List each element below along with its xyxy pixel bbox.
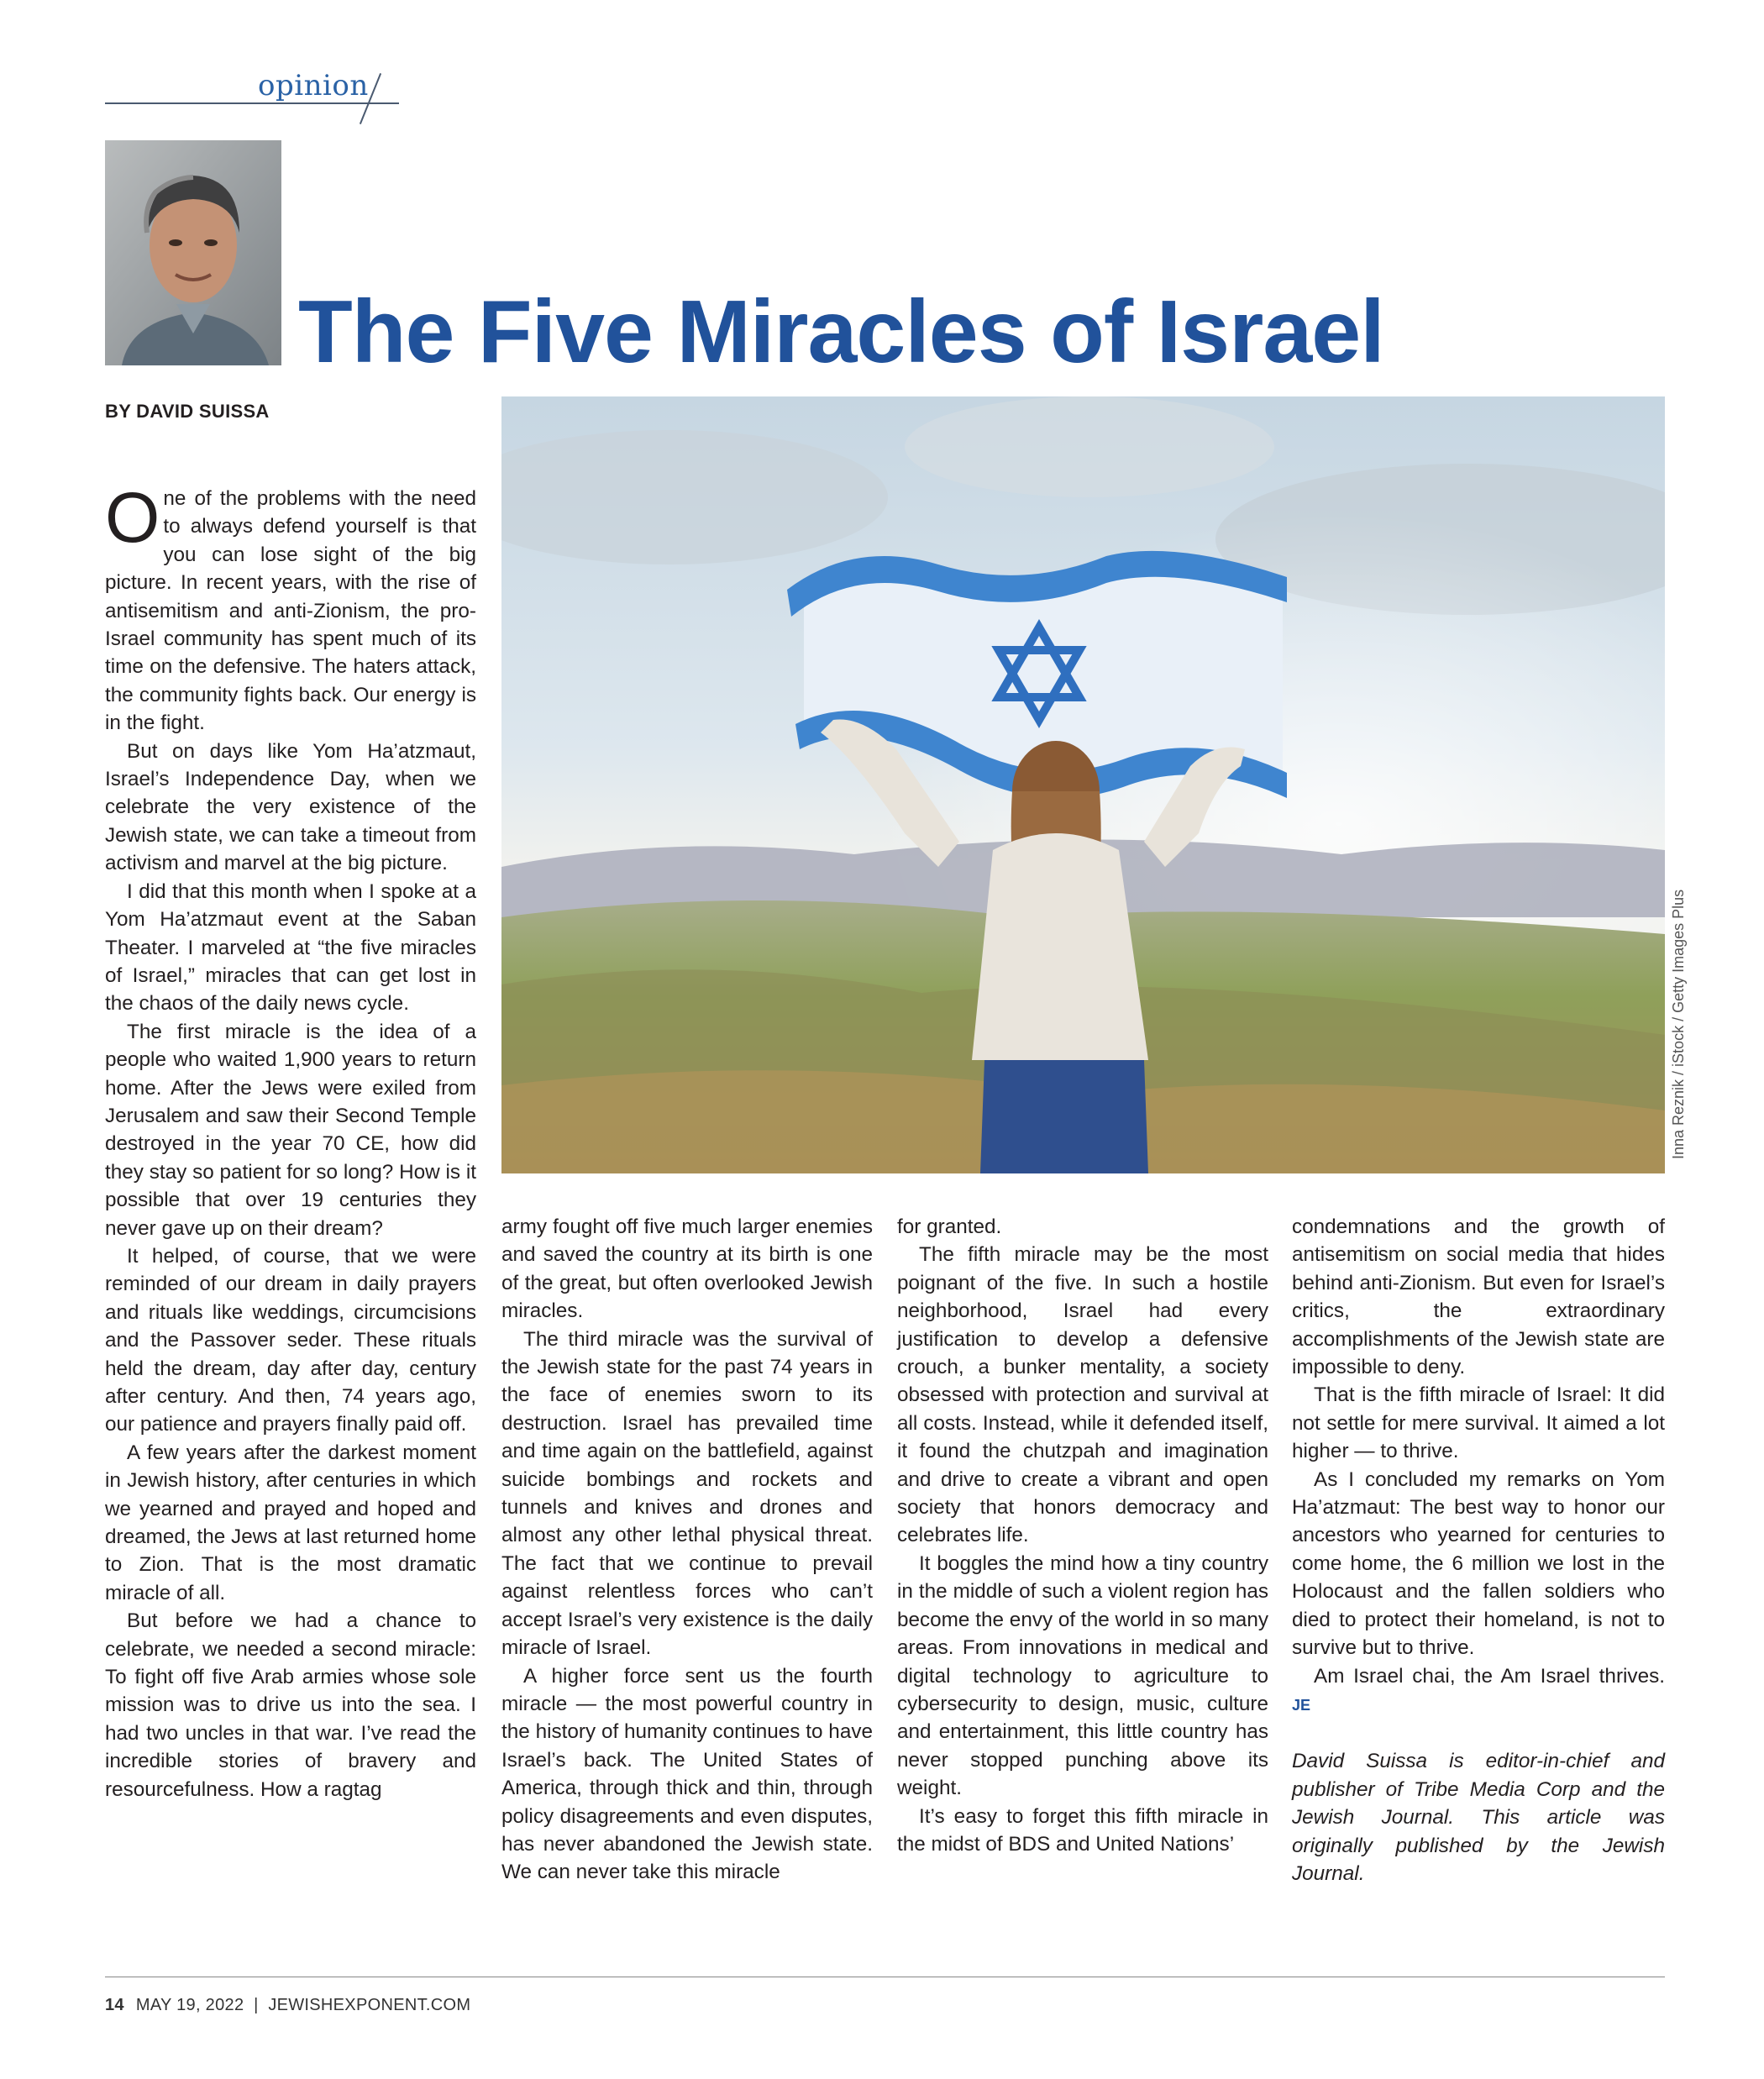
author-headshot [105,140,281,365]
paragraph: I did that this month when I spoke at a Yom Ha’atzmaut event at the Saban Theater. I marveled at “the five miracles of Israel,” miracles that can get lost in the chaos of the daily news cycle. [105,879,476,1016]
paragraph: That is the fifth miracle of Israel: It did not settle for mere survival. It aimed a lot higher — to thrive. [1292,1383,1665,1463]
author-headshot-image [105,140,281,365]
article-column-3 [897,1213,1268,1858]
article-column-2 [501,1213,873,1887]
paragraph: The third miracle was the survival of the Jewish state for the past 74 years in the face of enemies sworn to its destruction. Israel has prevailed time and time again on the battlefield, against suicide bombings and rockets and tunnels and knives and drones and almost any other lethal physical threat. The fact that we continue to prevail against relentless forces who can’t accept Israel’s very existence is the daily miracle of Israel. [501,1327,873,1660]
site-url: JEWISHEXPONENT.COM [268,1996,471,2014]
paragraph: condemnations and the growth of antisemitism on social media that hides behind anti-Zionism. But even for Israel’s critics, the extraordinary accomplishments of the Jewish state are impossible to deny. [1292,1215,1665,1379]
page-footer [105,1996,470,2015]
paragraph: The fifth miracle may be the most poignant of the five. In such a hostile neighborhood, Israel had every justification to develop a defensive crouch, a bunker mentality, a society obsessed with protection and survival at all costs. Instead, while it defended itself, it found the chutzpah and imagination and drive to create a vibrant and open society that honors democracy and celebrates life. [897,1243,1268,1547]
issue-date: MAY 19, 2022 [135,1996,244,2014]
author-bio: David Suissa is editor-in-chief and publisher of Tribe Media Corp and the Jewish Journal. This article was originally published by the Jewish Journal. [1292,1750,1665,1885]
paragraph: But before we had a chance to celebrate, we needed a second miracle: To fight off five Arab armies whose sole mission was to drive us into the sea. I had two uncles in that war. I’ve read the incredible stories of bravery and resourcefulness. How a ragtag [105,1609,476,1801]
girl-with-flag-image [501,396,1665,1173]
paragraph: As I concluded my remarks on Yom Ha’atzmaut: The best way to honor our ancestors who yearned for centuries to come home, the 6 million we lost in the Holocaust and the fallen soldiers who died to protect their homeland, is not to survive but to thrive. [1292,1467,1665,1660]
footer-separator: | [254,1996,259,2014]
article-column-1 [105,478,476,1929]
page-number: 14 [105,1996,124,2014]
paragraph: The first miracle is the idea of a people who waited 1,900 years to return home. After the Jews were exiled from Jerusalem and saw their Second Temple destroyed in the year 70 CE, how did they stay so patient for so long? How is it possible that over 19 centuries they never gave up on their dream? [105,1020,476,1240]
article-headline: The Five Miracles of Israel [298,282,1384,381]
paragraph: One of the problems with the need to always defend yourself is that you can lose sight of the big picture. In recent years, with the rise of antisemitism and anti-Zionism, the pro-Israel community has spent much of its time on the defensive. The haters attack, the community fights back. Our energy is in the fight. [105,478,476,735]
article-column-4 [1292,1213,1665,1887]
paragraph: for granted. [897,1215,1002,1238]
section-label: opinion [258,69,369,102]
paragraph: It boggles the mind how a tiny country in the middle of such a violent region has become the envy of the world in so many areas. From innovations in medical and digital technology to agriculture to cybersecurity to design, music, culture and entertainment, this little country has never stopped punching above its weight. [897,1551,1268,1800]
article-byline: BY DAVID SUISSA [105,401,270,422]
paragraph: Am Israel chai, the Am Israel thrives. JE [1292,1664,1665,1714]
main-photo [501,396,1665,1173]
paragraph: army fought off five much larger enemies and saved the country at its birth is one of the great, but often overlooked Jewish miracles. [501,1215,873,1323]
paragraph: It helped, of course, that we were reminded of our dream in daily prayers and rituals like weddings, circumcisions and the Passover seder. These rituals held the dream, day after day, century after century. And then, 74 years ago, our patience and prayers finally paid off. [105,1244,476,1436]
paragraph: A higher force sent us the fourth miracle — the most powerful country in the history of humanity continues to have Israel’s back. The United States of America, through thick and thin, through policy disagreements and even disputes, has never abandoned the Jewish state. We can never take this miracle [501,1664,873,1884]
photo-credit-text: Inna Reznik / iStock / Getty Images Plus [1670,889,1687,1159]
paragraph: But on days like Yom Ha’atzmaut, Israel’s Independence Day, when we celebrate the very existence of the Jewish state, we can take a timeout from activism and marvel at the big picture. [105,739,476,875]
paragraph: It’s easy to forget this fifth miracle in the midst of BDS and United Nations’ [897,1804,1268,1856]
end-mark: JE [1292,1696,1311,1714]
dropcap: O [105,478,160,557]
paragraph: A few years after the darkest moment in Jewish history, after centuries in which we yearned and prayed and hoped and dreamed, the Jews at last returned home to Zion. That is the most dramatic miracle of all. [105,1441,476,1604]
section-rule [105,102,399,104]
